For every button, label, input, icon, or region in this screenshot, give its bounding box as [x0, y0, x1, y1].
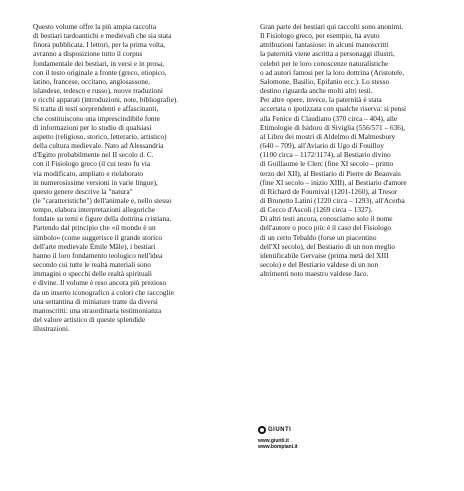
- publisher-logo: [258, 426, 298, 434]
- website-giunti[interactable]: www.giunti.it: [258, 438, 289, 444]
- publisher-websites: [258, 438, 298, 450]
- publisher-block: [258, 426, 298, 450]
- left-paragraph-2: Si tratta di testi sorprendenti e affascinanti, che costituiscono una imprescindibile fonte di informazioni per lo studio di qualsiasi aspetto (religioso, storico, letterario, artistico) della cultura medievale. Nato ad Alessandria d'Egitto probabilmente nel II secolo d. C. con il Fisiologo greco (il cui testo fu via via modificato, ampliato e rielaborato in numerosissime versioni in varie lingue), questo genere descrive la "natura" (le "caratteristiche") dell'animale e, nello stesso tempo, elabora interpretazioni allegoriche fondate su temi e figure della dottrina cristiana. Partendo dal principio che «il mondo è un simbolo» (come suggerisce il grande storico dell'arte medievale Émile Mâle), i bestiari hanno il loro fondamento teologico nell'idea secondo cui tutte le realtà materiali sono immagini o specchi delle realtà spirituali e divine. Il volume è reso ancora più prezioso da un inserto iconografico a colori che raccoglie una settantina di miniature tratte da diversi manoscritti: una straordinaria testimonianza del valore artistico di queste splendide illustrazioni.: [33, 104, 174, 334]
- publisher-logo-text: GIUNTI: [268, 427, 292, 433]
- left-column: [33, 22, 241, 333]
- left-paragraph-1: Questo volume offre la più ampia raccolta di bestiari tardoantichi e medievali che sia stata finora pubblicata. I lettori, per la prima volta, avranno a disposizione tutto il corpus fondamentale dei bestiari, in versi e in prosa, con il testo originale a fronte (greco, etiopico, latino, francese, occitano, anglosassone, islandese, tedesco e russo), nuove traduzioni e ricchi apparati (introduzioni, note, bibliografie).: [33, 22, 179, 105]
- giunti-logo-icon: [258, 426, 266, 434]
- right-paragraph-1: Gran parte dei bestiari qui raccolti sono anonimi. Il Fisiologo greco, per esempio, ha avuto attribuzioni fantasiose: in alcuni manoscritti la paternità viene ascritta a personaggi illustri, celebri per le loro conoscenze naturalistiche o ad autori famosi per la loro dottrina (Aristotele, Salomone, Basilio, Epifanio ecc.). Lo stesso destino riguarda anche molti altri testi.: [260, 22, 405, 96]
- right-column: [260, 22, 460, 278]
- right-paragraph-2: Per altre opere, invece, la paternità è stata accertata o ipotizzata con qualche riserva: si pensi alla Fenice di Claudiano (370 circa – 404), alle Etimologie di Isidoro di Siviglia (556/571 – 636), al Libro dei mostri di Aldelmo di Malmesbury (640 – 709), all'Aviario di Ugo di Fouilloy (1100 circa – 1172/1174), al Bestiario divino di Guillaume le Clerc (fine XI secolo – primo terzo del XII), al Bestiario di Pierre de Beauvais (fine XI secolo – inizio XIII), al Bestiario d'amore di Richard de Fournival (1201-1260), al Tresor di Brunetto Latini (1220 circa – 1293), all'Acerba di Cecco d'Ascoli (1269 circa – 1327).: [260, 95, 407, 215]
- website-bompiani[interactable]: www.bompiani.it: [258, 444, 298, 450]
- right-paragraph-3: Di altri testi ancora, conosciamo solo il nome dell'autore o poco più: è il caso del Fisiologo di un certo Tebaldo (forse un piacentino dell'XI secolo), del Bestiario di un non meglio identificabile Gervaise (prima metà del XIII secolo) e del Bestiario valdese di un non altrimenti noto maestro valdese Jaco.: [260, 214, 396, 279]
